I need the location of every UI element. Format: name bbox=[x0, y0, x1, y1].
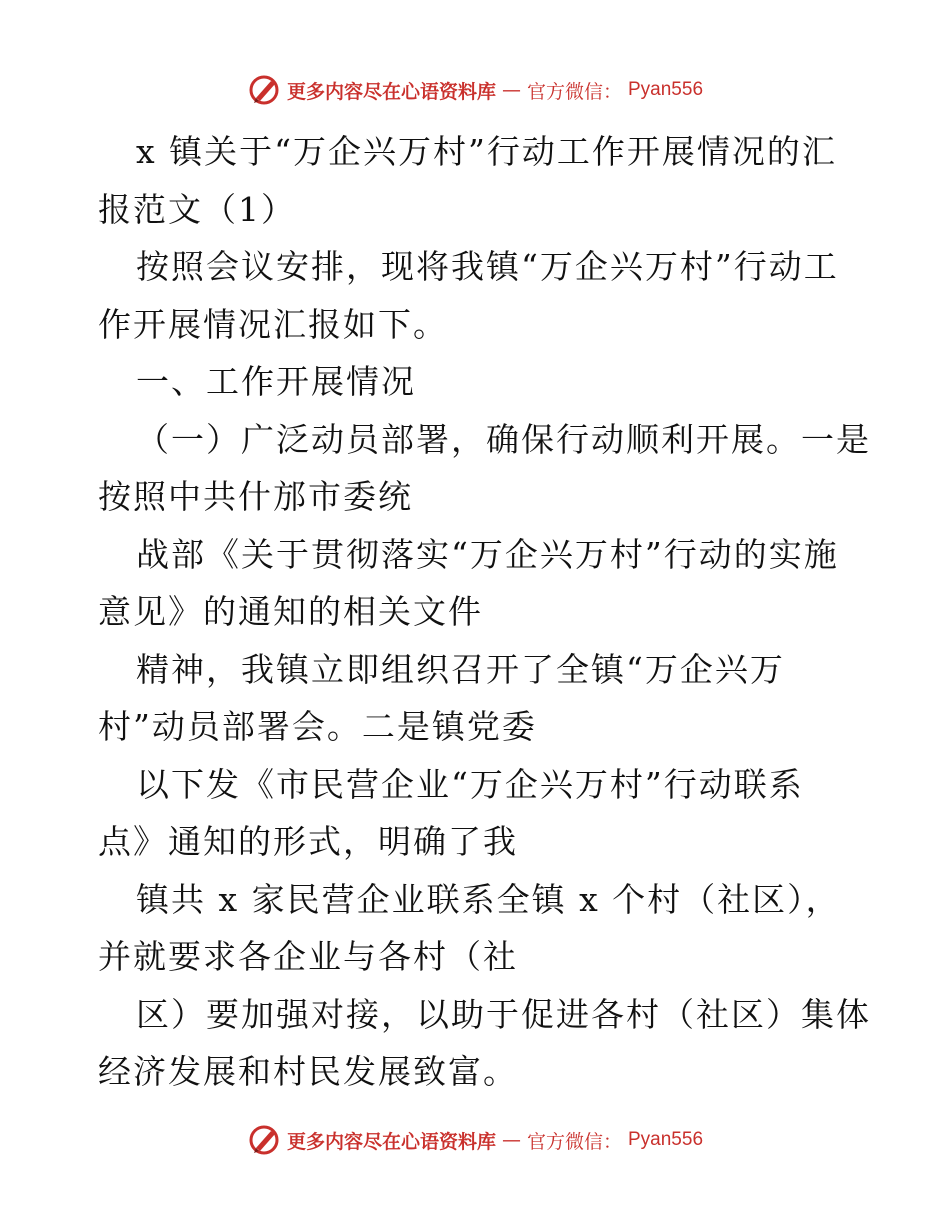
text-line: 按照中共什邡市委统 bbox=[98, 477, 413, 516]
banner-dash: — bbox=[501, 79, 521, 101]
text-line: 并就要求各企业与各村（社 bbox=[98, 937, 518, 976]
banner-title: 更多内容尽在心语资料库 bbox=[286, 80, 496, 103]
text-line: 以下发《市民营企业“万企兴万村”行动联系 bbox=[136, 764, 804, 804]
text-line: 镇共 x 家民营企业联系全镇 x 个村（社区）， bbox=[136, 879, 841, 919]
text-line: x 镇关于“万企兴万村”行动工作开展情况的汇 bbox=[136, 132, 837, 171]
text-line: 战部《关于贯彻落实“万企兴万村”行动的实施 bbox=[136, 534, 839, 574]
text-line: 按照会议安排，现将我镇“万企兴万村”行动工 bbox=[136, 247, 839, 286]
banner-subtitle: 官方微信： bbox=[526, 80, 622, 103]
banner-title: 更多内容尽在心语资料库 bbox=[286, 1130, 496, 1153]
section-heading: 一、工作开展情况 bbox=[136, 362, 416, 401]
pen-logo-icon bbox=[247, 73, 281, 107]
text-line: 意见》的通知的相关文件 bbox=[98, 592, 483, 631]
banner-subtitle: 官方微信： bbox=[526, 1130, 622, 1153]
banner-handle: Pyan556 bbox=[628, 1129, 704, 1150]
document-body bbox=[98, 123, 871, 1101]
footer-banner bbox=[0, 1120, 950, 1160]
text-line: 经济发展和村民发展致富。 bbox=[98, 1052, 518, 1091]
text-line: 点》通知的形式，明确了我 bbox=[98, 822, 518, 861]
pen-logo-icon bbox=[247, 1123, 281, 1157]
text-line: （一）广泛动员部署，确保行动顺利开展。一是 bbox=[136, 419, 871, 459]
text-line: 村”动员部署会。二是镇党委 bbox=[98, 707, 537, 746]
text-line: 报范文（1） bbox=[98, 189, 296, 229]
banner-dash: — bbox=[501, 1129, 521, 1151]
text-line: 区）要加强对接，以助于促进各村（社区）集体 bbox=[136, 994, 871, 1034]
banner-handle: Pyan556 bbox=[628, 79, 704, 100]
text-line: 精神，我镇立即组织召开了全镇“万企兴万 bbox=[136, 649, 785, 689]
text-line: 作开展情况汇报如下。 bbox=[98, 304, 448, 344]
header-banner bbox=[0, 70, 950, 110]
